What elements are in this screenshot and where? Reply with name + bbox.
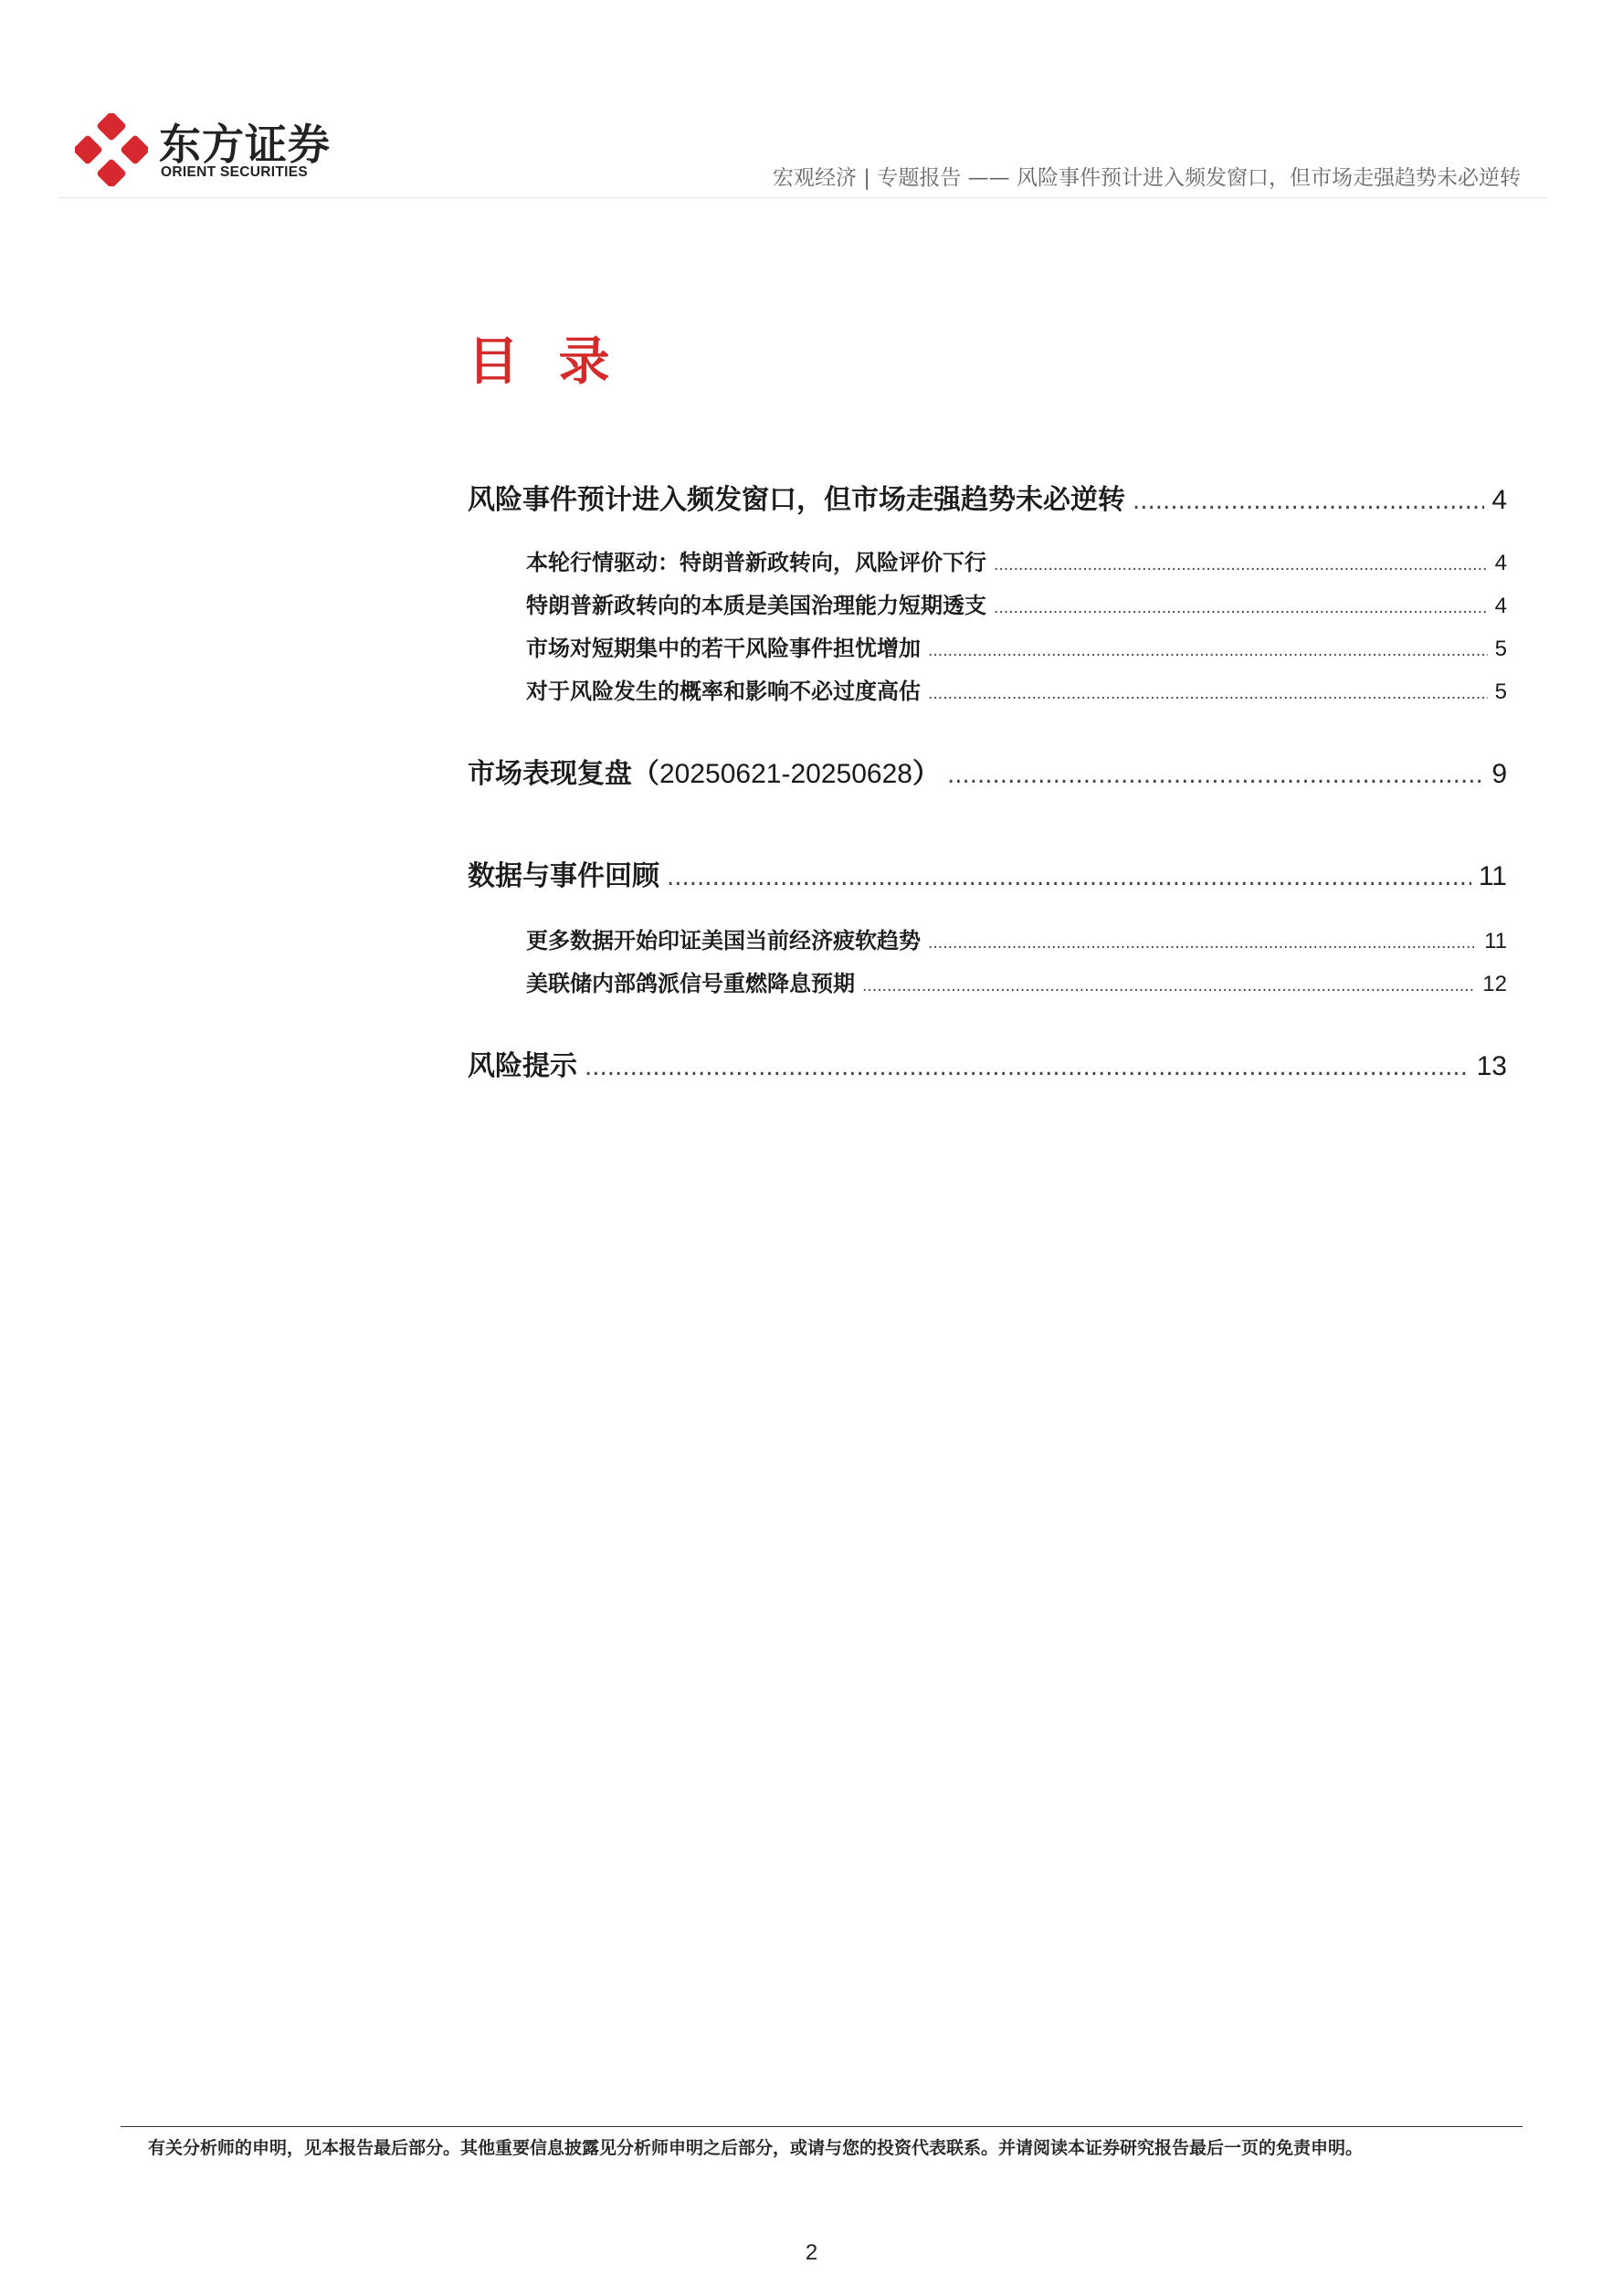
toc-title: 目 录 bbox=[468, 332, 621, 392]
toc-leader-dots bbox=[928, 685, 1488, 703]
footer-divider bbox=[121, 2126, 1523, 2127]
logo-chinese-name: 东方证券 bbox=[159, 120, 331, 169]
logo-mark-icon bbox=[75, 113, 148, 186]
toc-entry-page: 4 bbox=[1494, 551, 1507, 575]
report-header-line: 宏观经济 | 专题报告 —— 风险事件预计进入频发窗口，但市场走强趋势未必逆转 bbox=[773, 166, 1521, 190]
toc-leader-dots bbox=[585, 1054, 1470, 1081]
toc-entry-page: 4 bbox=[1491, 485, 1507, 515]
toc-entry-text: 对于风险发生的概率和影响不必过度高估 bbox=[526, 679, 921, 704]
toc-entry-1-4[interactable] bbox=[526, 673, 1507, 705]
toc-entry-text: 数据与事件回顾 bbox=[468, 860, 659, 892]
toc-entry-text: 市场表现复盘（20250621-20250628） bbox=[468, 758, 940, 790]
logo-english-name: ORIENT SECURITIES bbox=[161, 164, 308, 180]
toc-entry-text: 特朗普新政转向的本质是美国治理能力短期透支 bbox=[526, 593, 986, 618]
toc-leader-dots bbox=[667, 864, 1471, 891]
toc-entry-page: 4 bbox=[1494, 594, 1507, 618]
toc-entry-page: 12 bbox=[1482, 972, 1507, 996]
toc-leader-dots bbox=[928, 642, 1488, 660]
page-number: 2 bbox=[805, 2240, 818, 2265]
toc-entry-page: 5 bbox=[1494, 637, 1507, 661]
toc-leader-dots bbox=[862, 977, 1475, 995]
toc-leader-dots bbox=[1133, 488, 1484, 515]
toc-entry-4[interactable] bbox=[468, 1043, 1507, 1083]
toc-entry-3[interactable] bbox=[468, 853, 1507, 893]
toc-entry-1-3[interactable] bbox=[526, 630, 1507, 662]
toc-entry-date-range: 20250621-20250628 bbox=[659, 759, 912, 789]
toc-entry-page: 11 bbox=[1484, 929, 1507, 953]
footer-disclaimer: 有关分析师的申明，见本报告最后部分。其他重要信息披露见分析师申明之后部分，或请与您的投资代表联系。并请阅读本证券研究报告最后一页的免责申明。 bbox=[148, 2138, 1364, 2158]
toc-entry-page: 9 bbox=[1491, 759, 1507, 789]
toc-entry-text: 市场对短期集中的若干风险事件担忧增加 bbox=[526, 636, 921, 661]
toc-entry-2[interactable] bbox=[468, 751, 1507, 791]
toc-entry-text: 风险事件预计进入频发窗口，但市场走强趋势未必逆转 bbox=[468, 484, 1125, 516]
toc-entry-text: 本轮行情驱动：特朗普新政转向，风险评价下行 bbox=[526, 550, 986, 575]
header-divider bbox=[58, 197, 1546, 198]
toc-leader-dots bbox=[928, 934, 1477, 953]
company-logo bbox=[75, 110, 349, 192]
toc-entry-1[interactable] bbox=[468, 477, 1507, 517]
toc-entry-1-1[interactable] bbox=[526, 544, 1507, 576]
toc-entry-1-2[interactable] bbox=[526, 587, 1507, 619]
toc-entry-text: 美联储内部鸽派信号重燃降息预期 bbox=[526, 971, 855, 996]
toc-leader-dots bbox=[994, 599, 1488, 617]
toc-entry-text: 更多数据开始印证美国当前经济疲软趋势 bbox=[526, 928, 921, 953]
toc-entry-page: 11 bbox=[1478, 861, 1507, 891]
toc-entry-page: 13 bbox=[1476, 1051, 1507, 1081]
toc-entry-3-1[interactable] bbox=[526, 922, 1507, 954]
toc-leader-dots bbox=[994, 556, 1488, 574]
toc-entry-3-2[interactable] bbox=[526, 965, 1507, 997]
toc-leader-dots bbox=[947, 762, 1484, 789]
toc-entry-text: 风险提示 bbox=[468, 1050, 577, 1082]
toc-entry-page: 5 bbox=[1494, 679, 1507, 704]
